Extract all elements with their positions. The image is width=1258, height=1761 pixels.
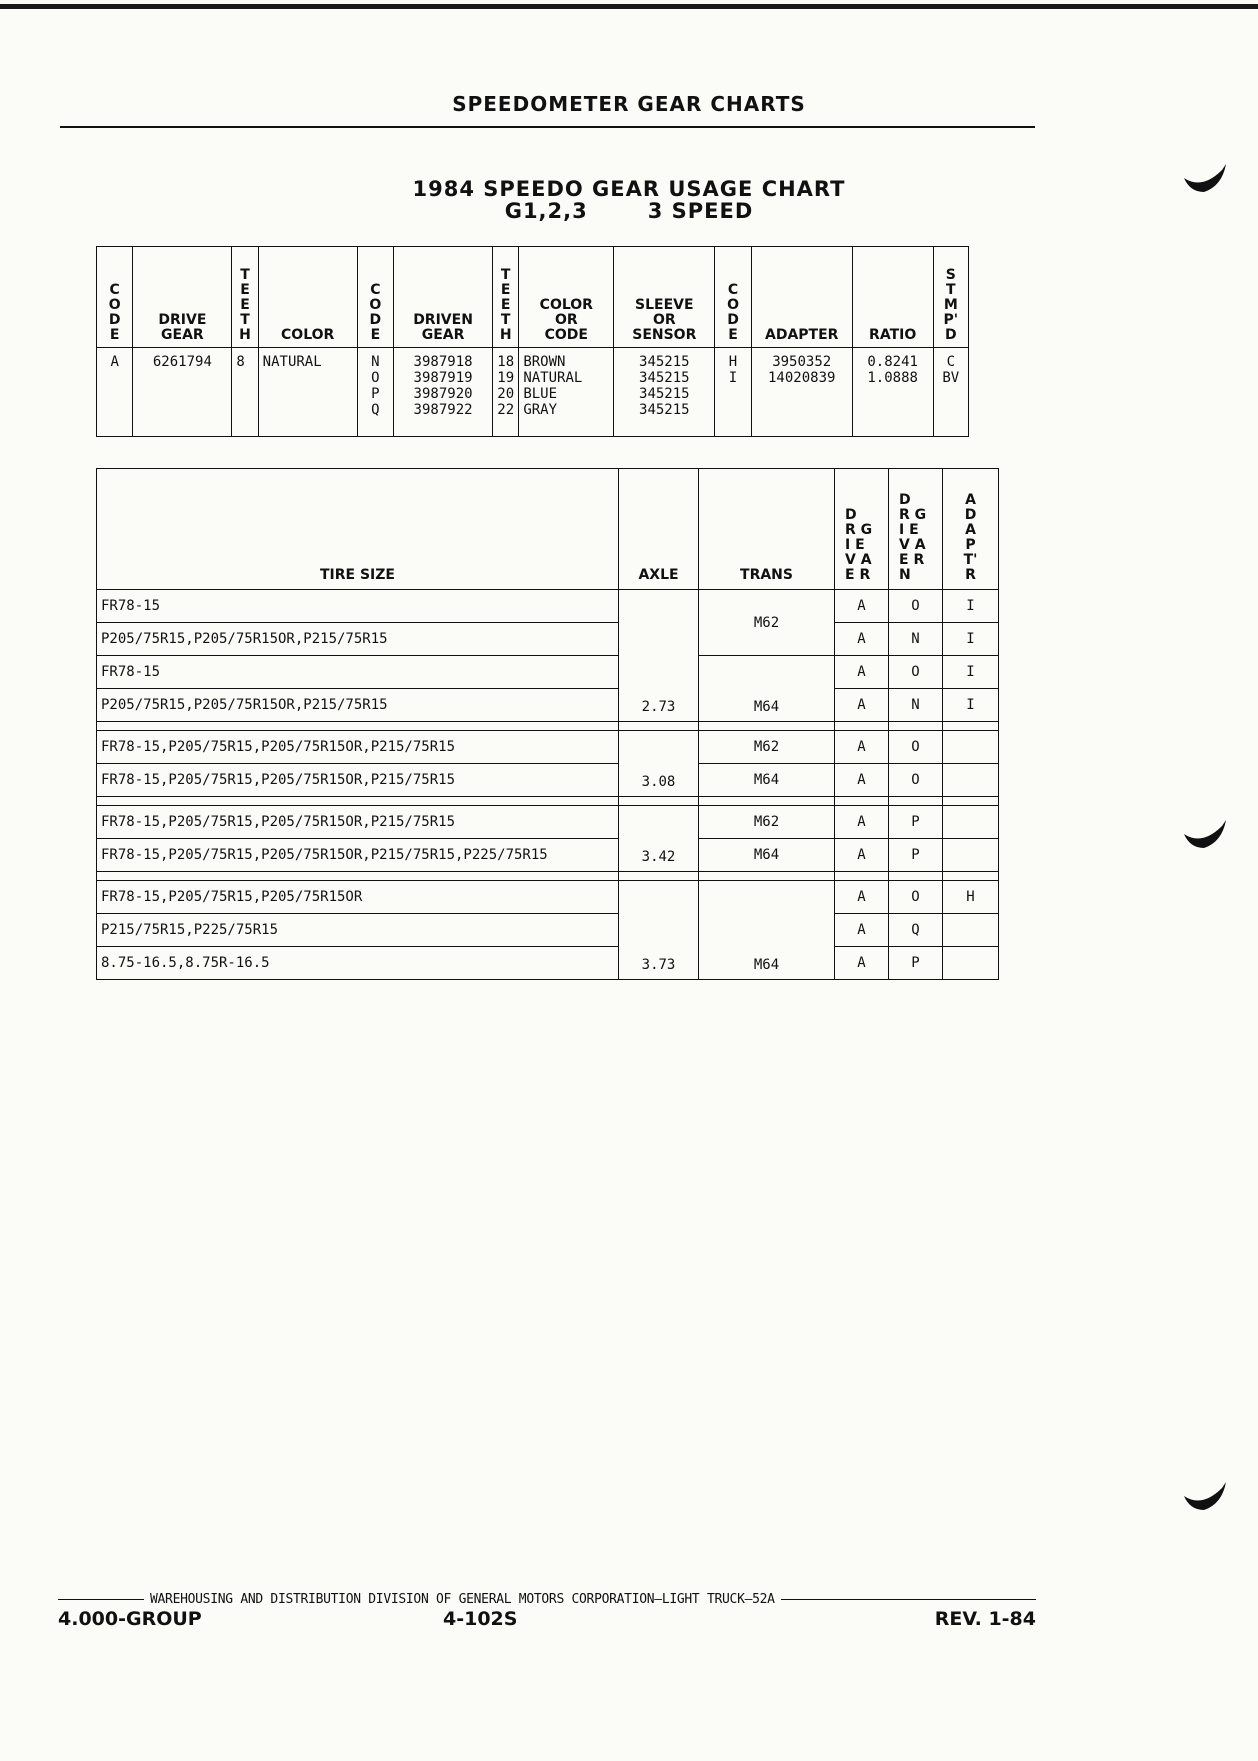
trans-code: M64 — [699, 839, 835, 872]
adapter-code — [943, 806, 999, 839]
tire-header-axle: AXLE — [619, 469, 699, 590]
drive-code: A — [835, 623, 889, 656]
table-row — [97, 914, 999, 947]
drive-code: A — [835, 881, 889, 914]
table-row — [97, 947, 999, 980]
drive-code: A — [835, 731, 889, 764]
tire-size: 8.75-16.5,8.75R-16.5 — [97, 947, 619, 980]
adapter-code: H — [943, 881, 999, 914]
gear-header-code-3: C O D E — [715, 247, 751, 348]
trans-code: M62 — [699, 806, 835, 839]
gear-header-stmpd: S T M P' D — [933, 247, 968, 348]
binder-hole-mark — [1182, 1478, 1228, 1512]
tire-size: FR78-15,P205/75R15,P205/75R15OR,P215/75R15 — [97, 806, 619, 839]
adapter-code — [943, 947, 999, 980]
drive-code: A — [835, 914, 889, 947]
group-separator — [97, 797, 999, 806]
table-row — [97, 689, 999, 722]
drive-code: A — [835, 656, 889, 689]
adapter-code — [943, 839, 999, 872]
gear-header-teeth: T E E T H — [232, 247, 258, 348]
table-row — [97, 731, 999, 764]
gear-header-teeth-2: T E E T H — [493, 247, 519, 348]
chart-sub-models: G1,2,3 — [504, 199, 588, 223]
tire-table — [96, 468, 999, 980]
adapter-code — [943, 914, 999, 947]
footer-group: 4.000-GROUP — [58, 1608, 202, 1630]
tire-header-trans: TRANS — [699, 469, 835, 590]
table-row — [97, 656, 999, 689]
drive-code: A — [835, 689, 889, 722]
gear-header-sleeve: SLEEVE OR SENSOR — [614, 247, 715, 348]
gear-header-drive-gear: DRIVE GEAR — [133, 247, 232, 348]
adapter-code: I — [943, 689, 999, 722]
trans-code: M64 — [699, 881, 835, 980]
axle-ratio: 3.73 — [619, 881, 699, 980]
table-row — [97, 839, 999, 872]
drive-code: A — [835, 947, 889, 980]
axle-ratio: 2.73 — [619, 590, 699, 722]
gear-header-adapter: ADAPTER — [751, 247, 852, 348]
chart-sub-speed: 3 SPEED — [647, 199, 754, 223]
driven-code: N — [889, 623, 943, 656]
binder-hole-mark — [1182, 160, 1228, 194]
driven-gear-colors: BROWN NATURAL BLUE GRAY — [519, 348, 614, 437]
driven-code: O — [889, 656, 943, 689]
adapter-code — [943, 731, 999, 764]
chart-title: 1984 SPEEDO GEAR USAGE CHART — [412, 177, 846, 201]
ratio-values: 0.8241 1.0888 — [852, 348, 933, 437]
driven-code: O — [889, 590, 943, 623]
driven-code: O — [889, 731, 943, 764]
adapter-numbers: 3950352 14020839 — [751, 348, 852, 437]
drive-gear-number: 6261794 — [133, 348, 232, 437]
adapter-codes: H I — [715, 348, 751, 437]
trans-code: M64 — [699, 764, 835, 797]
tire-size: FR78-15,P205/75R15,P205/75R15OR,P215/75R15 — [97, 764, 619, 797]
footer-division: WAREHOUSING AND DISTRIBUTION DIVISION OF GENERAL MOTORS CORPORATION—LIGHT TRUCK—52A — [58, 1592, 1036, 1607]
stmpd-values: C BV — [933, 348, 968, 437]
title-rule — [60, 126, 1035, 128]
tire-size: P205/75R15,P205/75R15OR,P215/75R15 — [97, 623, 619, 656]
drive-code: A — [835, 806, 889, 839]
adapter-code: I — [943, 623, 999, 656]
tire-header-tire-size: TIRE SIZE — [97, 469, 619, 590]
adapter-code: I — [943, 590, 999, 623]
sleeve-numbers: 345215 345215 345215 345215 — [614, 348, 715, 437]
tire-size: FR78-15 — [97, 656, 619, 689]
driven-codes: N O P Q — [357, 348, 393, 437]
driven-code: O — [889, 881, 943, 914]
trans-code: M62 — [699, 731, 835, 764]
footer-page-number: 4-102S — [443, 1608, 518, 1630]
table-row — [97, 590, 999, 623]
drive-gear-color: NATURAL — [258, 348, 357, 437]
adapter-code: I — [943, 656, 999, 689]
gear-header-code: C O D E — [97, 247, 133, 348]
driven-code: P — [889, 839, 943, 872]
drive-code: A — [835, 590, 889, 623]
drive-gear-teeth: 8 — [232, 348, 258, 437]
adapter-code — [943, 764, 999, 797]
axle-ratio: 3.08 — [619, 731, 699, 797]
table-row — [97, 806, 999, 839]
tire-size: FR78-15,P205/75R15,P205/75R15OR,P215/75R15 — [97, 731, 619, 764]
gear-header-ratio: RATIO — [852, 247, 933, 348]
chart-subtitle — [0, 200, 1258, 222]
gear-header-code-2: C O D E — [357, 247, 393, 348]
tire-header-drive-gear: D R G I E V A E R — [835, 469, 889, 590]
tire-header-adapter: A D A P T' R — [943, 469, 999, 590]
tire-header-driven-gear: D R G I E V A E R N — [889, 469, 943, 590]
drive-code: A — [835, 839, 889, 872]
drive-code: A — [835, 764, 889, 797]
top-border — [0, 4, 1258, 9]
binder-hole-mark — [1182, 816, 1228, 850]
gear-header-color: COLOR — [258, 247, 357, 348]
tire-size: P205/75R15,P205/75R15OR,P215/75R15 — [97, 689, 619, 722]
tire-table-header — [97, 469, 999, 590]
trans-code: M62 — [699, 590, 835, 656]
gear-table — [96, 246, 969, 437]
axle-ratio: 3.42 — [619, 806, 699, 872]
footer-revision: REV. 1-84 — [934, 1608, 1036, 1630]
tire-size: FR78-15,P205/75R15,P205/75R15OR,P215/75R15,P225/75R15 — [97, 839, 619, 872]
gear-header-color-code: COLOR OR CODE — [519, 247, 614, 348]
driven-gear-numbers: 3987918 3987919 3987920 3987922 — [394, 348, 493, 437]
driven-code: P — [889, 947, 943, 980]
tire-size: FR78-15 — [97, 590, 619, 623]
table-row — [97, 764, 999, 797]
gear-header-driven-gear: DRIVEN GEAR — [394, 247, 493, 348]
driven-code: O — [889, 764, 943, 797]
tire-size: FR78-15,P205/75R15,P205/75R15OR — [97, 881, 619, 914]
gear-code: A — [97, 348, 133, 437]
gear-table-header — [97, 247, 969, 348]
table-row — [97, 623, 999, 656]
driven-code: P — [889, 806, 943, 839]
driven-code: Q — [889, 914, 943, 947]
driven-gear-teeth: 18 19 20 22 — [493, 348, 519, 437]
tire-size: P215/75R15,P225/75R15 — [97, 914, 619, 947]
gear-table-row — [97, 348, 969, 437]
group-separator — [97, 722, 999, 731]
table-row — [97, 881, 999, 914]
group-separator — [97, 872, 999, 881]
trans-code: M64 — [699, 656, 835, 722]
driven-code: N — [889, 689, 943, 722]
section-title: SPEEDOMETER GEAR CHARTS — [452, 92, 806, 116]
